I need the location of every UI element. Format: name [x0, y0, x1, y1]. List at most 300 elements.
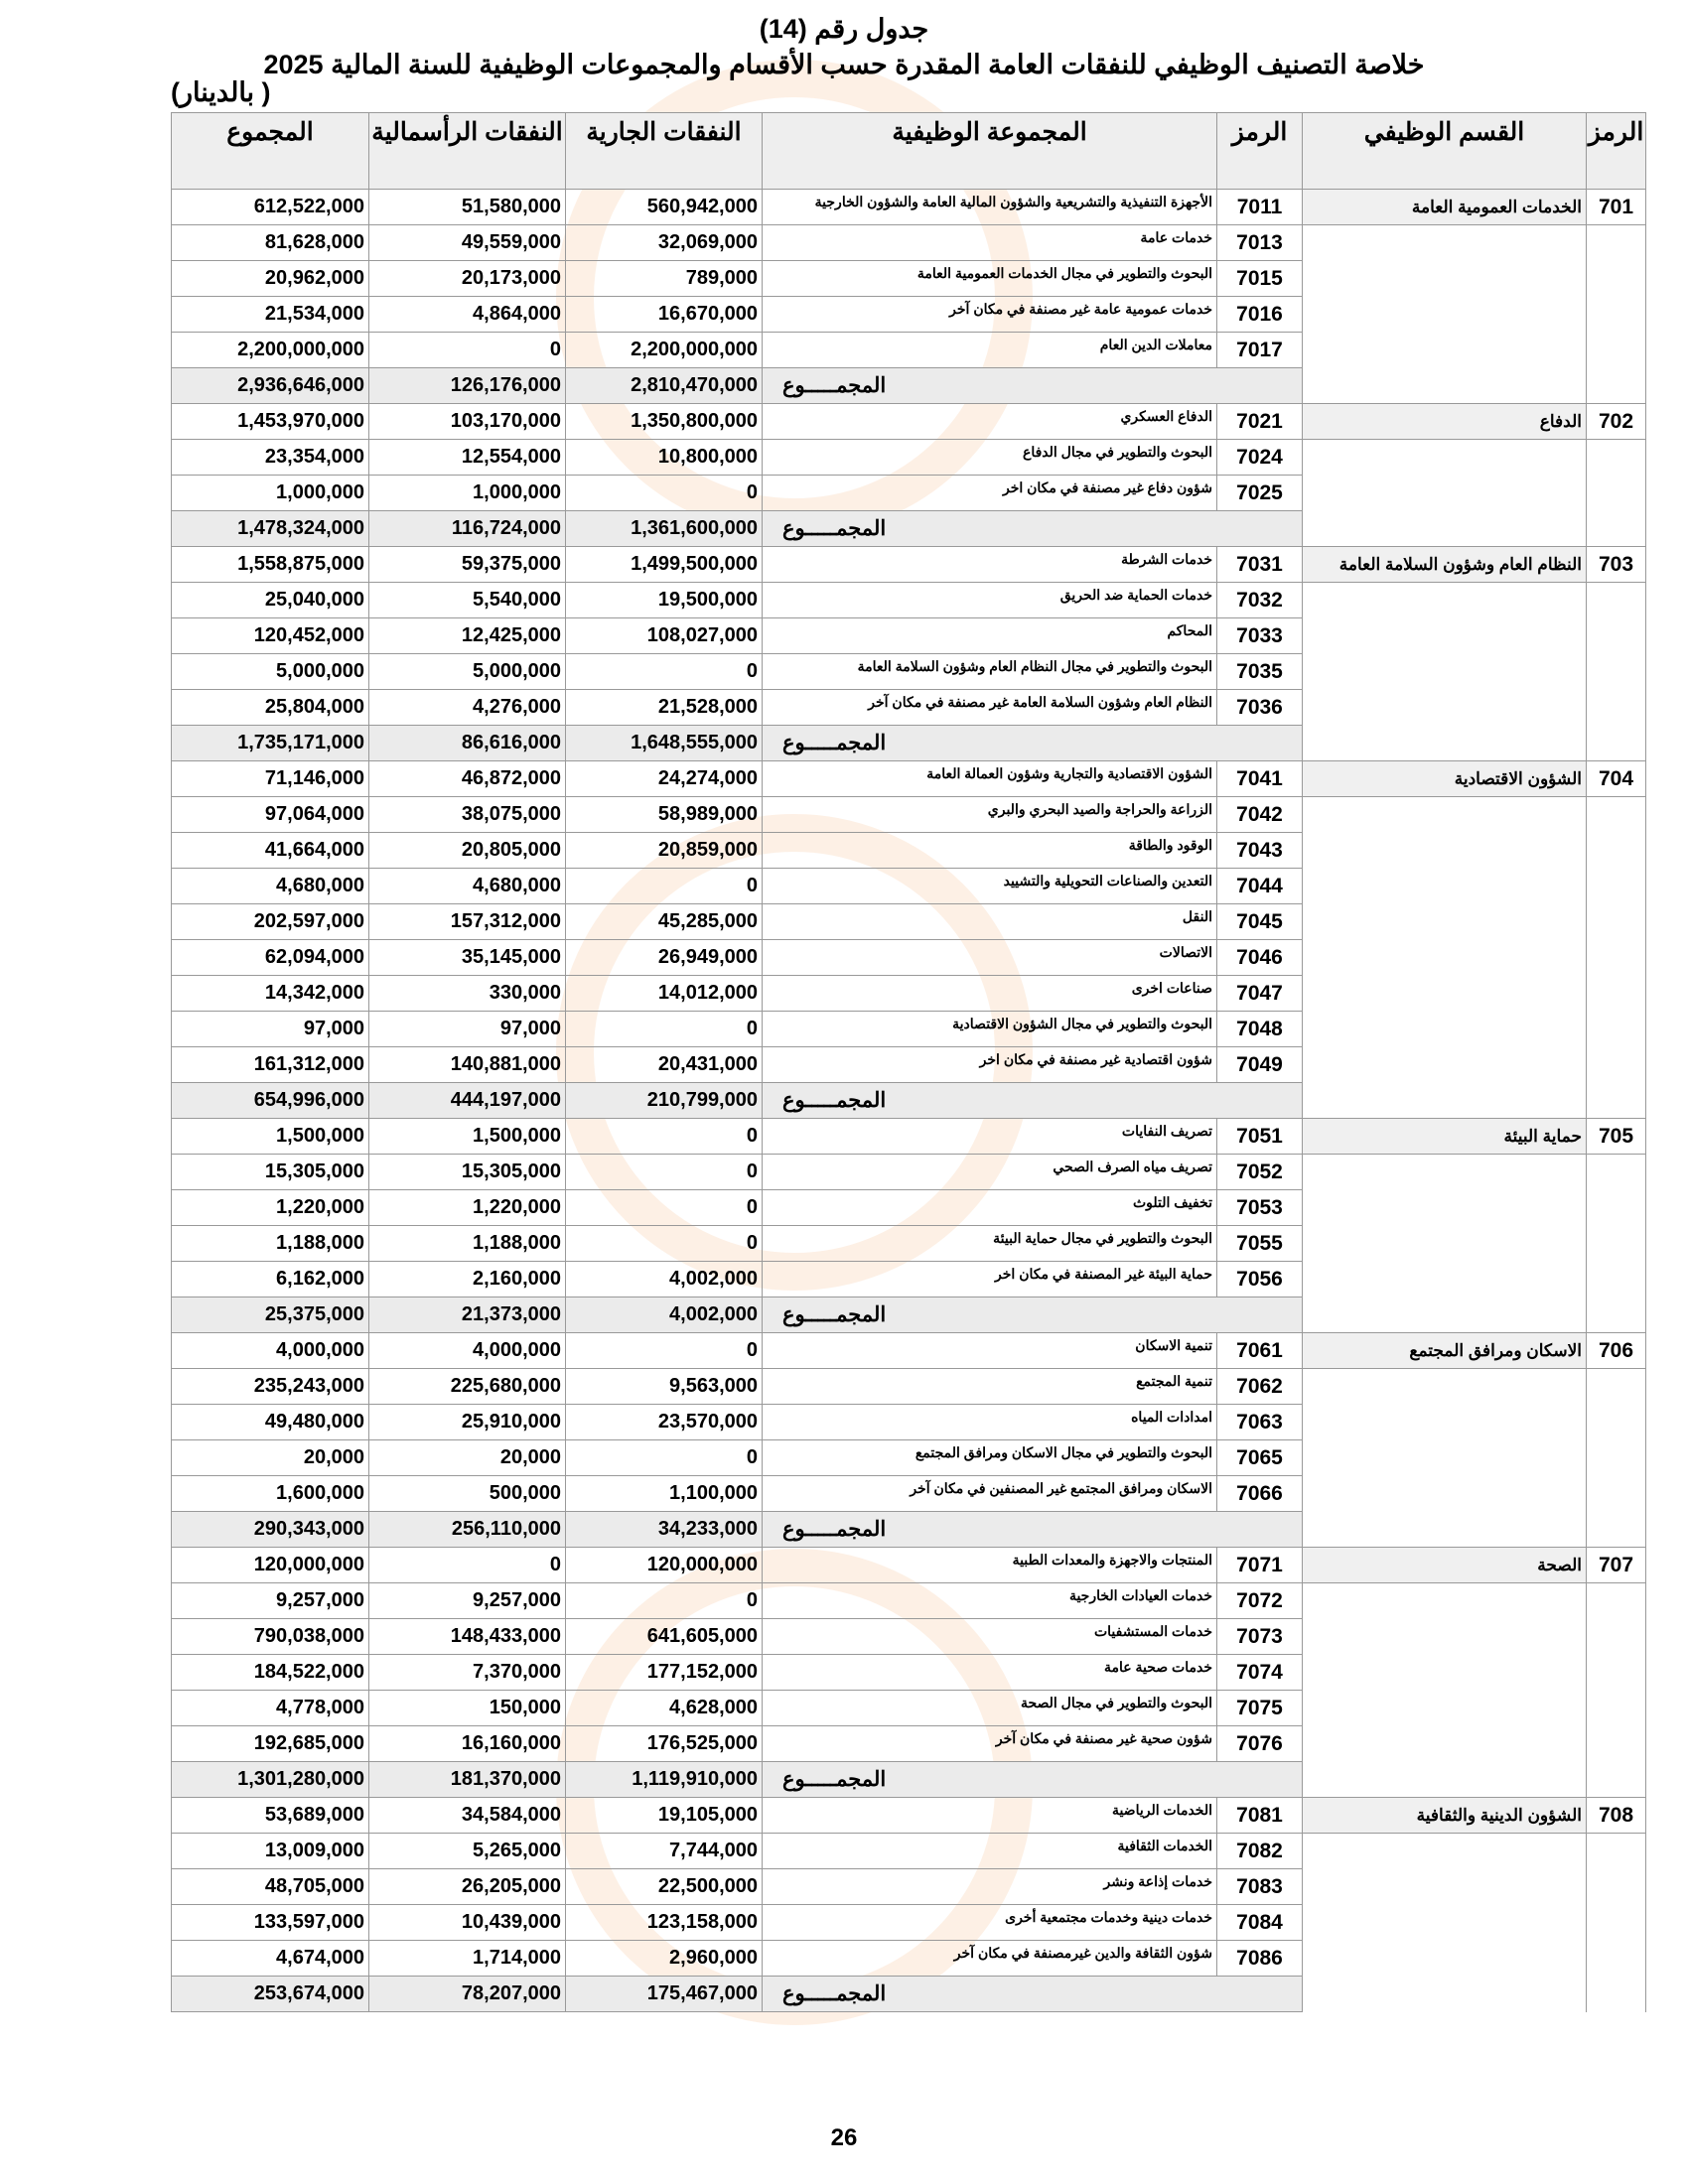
- total-expenditure: 1,000,000: [172, 476, 369, 511]
- current-expenditure: 16,670,000: [566, 297, 763, 333]
- current-expenditure: 120,000,000: [566, 1548, 763, 1583]
- group-name: الدفاع العسكري: [763, 404, 1217, 440]
- section-total-capital: 444,197,000: [369, 1083, 566, 1119]
- empty-cell: [1303, 869, 1587, 904]
- table-row: [172, 833, 1646, 869]
- current-expenditure: 1,350,800,000: [566, 404, 763, 440]
- group-code: 7016: [1217, 297, 1303, 333]
- total-expenditure: 1,500,000: [172, 1119, 369, 1155]
- group-code: 7031: [1217, 547, 1303, 583]
- group-code: 7074: [1217, 1655, 1303, 1691]
- table-row: [172, 1548, 1646, 1583]
- empty-cell: [1303, 654, 1587, 690]
- empty-cell: [1303, 440, 1587, 476]
- section-name: الشؤون الدينية والثقافية: [1303, 1798, 1587, 1834]
- total-label: المجمـــــوع: [763, 1762, 1303, 1798]
- table-row: [172, 1726, 1646, 1762]
- empty-cell: [1303, 511, 1587, 547]
- empty-cell: [1587, 1583, 1646, 1619]
- empty-cell: [1303, 1155, 1587, 1190]
- header-capital: النفقات الرأسمالية: [369, 113, 566, 190]
- empty-cell: [1587, 1655, 1646, 1691]
- empty-cell: [1587, 1512, 1646, 1548]
- header-group: المجموعة الوظيفية: [763, 113, 1217, 190]
- group-name: الخدمات الثقافية: [763, 1834, 1217, 1869]
- capital-expenditure: 150,000: [369, 1691, 566, 1726]
- capital-expenditure: 51,580,000: [369, 190, 566, 225]
- total-expenditure: 13,009,000: [172, 1834, 369, 1869]
- empty-cell: [1587, 1869, 1646, 1905]
- group-name: المحاكم: [763, 618, 1217, 654]
- capital-expenditure: 59,375,000: [369, 547, 566, 583]
- empty-cell: [1303, 1834, 1587, 1869]
- empty-cell: [1587, 1155, 1646, 1190]
- group-code: 7049: [1217, 1047, 1303, 1083]
- empty-cell: [1303, 833, 1587, 869]
- section-total-current: 1,119,910,000: [566, 1762, 763, 1798]
- empty-cell: [1303, 940, 1587, 976]
- empty-cell: [1587, 654, 1646, 690]
- section-code: 702: [1587, 404, 1646, 440]
- empty-cell: [1303, 1905, 1587, 1941]
- table-row: [172, 618, 1646, 654]
- group-code: 7045: [1217, 904, 1303, 940]
- total-expenditure: 1,600,000: [172, 1476, 369, 1512]
- section-total-current: 210,799,000: [566, 1083, 763, 1119]
- empty-cell: [1587, 1297, 1646, 1333]
- section-total-sum: 253,674,000: [172, 1977, 369, 2012]
- empty-cell: [1303, 476, 1587, 511]
- group-code: 7021: [1217, 404, 1303, 440]
- empty-cell: [1587, 1476, 1646, 1512]
- group-name: تنمية الاسكان: [763, 1333, 1217, 1369]
- section-total-capital: 256,110,000: [369, 1512, 566, 1548]
- table-row: [172, 1119, 1646, 1155]
- current-expenditure: 22,500,000: [566, 1869, 763, 1905]
- group-name: البحوث والتطوير في مجال النظام العام وشؤون السلامة العامة: [763, 654, 1217, 690]
- capital-expenditure: 1,500,000: [369, 1119, 566, 1155]
- current-expenditure: 0: [566, 1119, 763, 1155]
- table-row: [172, 190, 1646, 225]
- empty-cell: [1303, 1512, 1587, 1548]
- total-label: المجمـــــوع: [763, 368, 1303, 404]
- total-label: المجمـــــوع: [763, 726, 1303, 761]
- capital-expenditure: 10,439,000: [369, 1905, 566, 1941]
- total-expenditure: 49,480,000: [172, 1405, 369, 1440]
- table-row: [172, 1619, 1646, 1655]
- capital-expenditure: 500,000: [369, 1476, 566, 1512]
- capital-expenditure: 20,173,000: [369, 261, 566, 297]
- empty-cell: [1303, 1226, 1587, 1262]
- section-total-sum: 25,375,000: [172, 1297, 369, 1333]
- total-expenditure: 23,354,000: [172, 440, 369, 476]
- table-row: [172, 1798, 1646, 1834]
- group-code: 7047: [1217, 976, 1303, 1012]
- header-current: النفقات الجارية: [566, 113, 763, 190]
- section-code: 705: [1587, 1119, 1646, 1155]
- empty-cell: [1587, 476, 1646, 511]
- group-name: البحوث والتطوير في مجال حماية البيئة: [763, 1226, 1217, 1262]
- total-expenditure: 20,000: [172, 1440, 369, 1476]
- capital-expenditure: 330,000: [369, 976, 566, 1012]
- section-total-capital: 126,176,000: [369, 368, 566, 404]
- empty-cell: [1587, 1905, 1646, 1941]
- total-expenditure: 97,064,000: [172, 797, 369, 833]
- group-name: البحوث والتطوير في مجال الدفاع: [763, 440, 1217, 476]
- current-expenditure: 0: [566, 1333, 763, 1369]
- empty-cell: [1587, 690, 1646, 726]
- group-name: البحوث والتطوير في مجال الاسكان ومرافق المجتمع: [763, 1440, 1217, 1476]
- group-name: امدادات المياه: [763, 1405, 1217, 1440]
- group-code: 7035: [1217, 654, 1303, 690]
- total-expenditure: 97,000: [172, 1012, 369, 1047]
- current-expenditure: 14,012,000: [566, 976, 763, 1012]
- current-expenditure: 1,499,500,000: [566, 547, 763, 583]
- capital-expenditure: 4,680,000: [369, 869, 566, 904]
- current-expenditure: 0: [566, 1226, 763, 1262]
- total-expenditure: 184,522,000: [172, 1655, 369, 1691]
- section-total-current: 4,002,000: [566, 1297, 763, 1333]
- section-total-row: [172, 1297, 1646, 1333]
- section-total-capital: 21,373,000: [369, 1297, 566, 1333]
- current-expenditure: 789,000: [566, 261, 763, 297]
- group-name: خدمات عامة: [763, 225, 1217, 261]
- section-total-current: 175,467,000: [566, 1977, 763, 2012]
- group-code: 7051: [1217, 1119, 1303, 1155]
- total-expenditure: 15,305,000: [172, 1155, 369, 1190]
- empty-cell: [1587, 618, 1646, 654]
- total-label: المجمـــــوع: [763, 1512, 1303, 1548]
- section-code: 704: [1587, 761, 1646, 797]
- empty-cell: [1587, 1941, 1646, 1977]
- current-expenditure: 0: [566, 1012, 763, 1047]
- capital-expenditure: 16,160,000: [369, 1726, 566, 1762]
- section-name: الصحة: [1303, 1548, 1587, 1583]
- table-row: [172, 404, 1646, 440]
- total-expenditure: 612,522,000: [172, 190, 369, 225]
- group-code: 7071: [1217, 1548, 1303, 1583]
- capital-expenditure: 35,145,000: [369, 940, 566, 976]
- group-name: البحوث والتطوير في مجال الصحة: [763, 1691, 1217, 1726]
- current-expenditure: 10,800,000: [566, 440, 763, 476]
- current-expenditure: 20,859,000: [566, 833, 763, 869]
- capital-expenditure: 4,000,000: [369, 1333, 566, 1369]
- section-total-row: [172, 726, 1646, 761]
- empty-cell: [1303, 904, 1587, 940]
- group-code: 7041: [1217, 761, 1303, 797]
- capital-expenditure: 38,075,000: [369, 797, 566, 833]
- section-name: الدفاع: [1303, 404, 1587, 440]
- group-code: 7056: [1217, 1262, 1303, 1297]
- group-code: 7053: [1217, 1190, 1303, 1226]
- empty-cell: [1303, 1083, 1587, 1119]
- table-row: [172, 1333, 1646, 1369]
- empty-cell: [1303, 1977, 1587, 2012]
- total-expenditure: 120,000,000: [172, 1548, 369, 1583]
- total-expenditure: 161,312,000: [172, 1047, 369, 1083]
- group-code: 7076: [1217, 1726, 1303, 1762]
- current-expenditure: 20,431,000: [566, 1047, 763, 1083]
- total-label: المجمـــــوع: [763, 1083, 1303, 1119]
- table-row: [172, 476, 1646, 511]
- capital-expenditure: 12,425,000: [369, 618, 566, 654]
- total-expenditure: 4,000,000: [172, 1333, 369, 1369]
- table-row: [172, 1905, 1646, 1941]
- empty-cell: [1303, 1619, 1587, 1655]
- empty-cell: [1303, 1047, 1587, 1083]
- section-total-sum: 654,996,000: [172, 1083, 369, 1119]
- table-row: [172, 1226, 1646, 1262]
- group-code: 7082: [1217, 1834, 1303, 1869]
- group-code: 7036: [1217, 690, 1303, 726]
- empty-cell: [1303, 1190, 1587, 1226]
- total-expenditure: 4,680,000: [172, 869, 369, 904]
- table-row: [172, 297, 1646, 333]
- current-expenditure: 0: [566, 1583, 763, 1619]
- empty-cell: [1303, 1262, 1587, 1297]
- current-expenditure: 0: [566, 869, 763, 904]
- empty-cell: [1587, 1726, 1646, 1762]
- capital-expenditure: 5,540,000: [369, 583, 566, 618]
- group-code: 7072: [1217, 1583, 1303, 1619]
- table-row: [172, 1405, 1646, 1440]
- section-name: حماية البيئة: [1303, 1119, 1587, 1155]
- empty-cell: [1303, 1726, 1587, 1762]
- capital-expenditure: 1,188,000: [369, 1226, 566, 1262]
- capital-expenditure: 20,000: [369, 1440, 566, 1476]
- section-total-current: 2,810,470,000: [566, 368, 763, 404]
- total-expenditure: 6,162,000: [172, 1262, 369, 1297]
- section-name: النظام العام وشؤون السلامة العامة: [1303, 547, 1587, 583]
- current-expenditure: 7,744,000: [566, 1834, 763, 1869]
- total-expenditure: 62,094,000: [172, 940, 369, 976]
- section-total-sum: 2,936,646,000: [172, 368, 369, 404]
- current-expenditure: 1,100,000: [566, 1476, 763, 1512]
- total-expenditure: 71,146,000: [172, 761, 369, 797]
- group-name: خدمات عمومية عامة غير مصنفة في مكان آخر: [763, 297, 1217, 333]
- table-row: [172, 261, 1646, 297]
- empty-cell: [1303, 333, 1587, 368]
- current-expenditure: 45,285,000: [566, 904, 763, 940]
- group-name: خدمات المستشفيات: [763, 1619, 1217, 1655]
- table-row: [172, 333, 1646, 368]
- table-row: [172, 1834, 1646, 1869]
- empty-cell: [1587, 1834, 1646, 1869]
- table-row: [172, 1941, 1646, 1977]
- capital-expenditure: 25,910,000: [369, 1405, 566, 1440]
- total-expenditure: 133,597,000: [172, 1905, 369, 1941]
- total-expenditure: 4,778,000: [172, 1691, 369, 1726]
- total-label: المجمـــــوع: [763, 1297, 1303, 1333]
- group-code: 7061: [1217, 1333, 1303, 1369]
- total-expenditure: 790,038,000: [172, 1619, 369, 1655]
- empty-cell: [1303, 1440, 1587, 1476]
- capital-expenditure: 26,205,000: [369, 1869, 566, 1905]
- table-number: جدول رقم (14): [759, 14, 929, 44]
- capital-expenditure: 157,312,000: [369, 904, 566, 940]
- capital-expenditure: 1,000,000: [369, 476, 566, 511]
- capital-expenditure: 12,554,000: [369, 440, 566, 476]
- empty-cell: [1587, 1977, 1646, 2012]
- empty-cell: [1587, 368, 1646, 404]
- group-name: الشؤون الاقتصادية والتجارية وشؤون العمالة العامة: [763, 761, 1217, 797]
- group-code: 7017: [1217, 333, 1303, 368]
- table-row: [172, 976, 1646, 1012]
- empty-cell: [1303, 1869, 1587, 1905]
- empty-cell: [1587, 976, 1646, 1012]
- group-name: البحوث والتطوير في مجال الشؤون الاقتصادية: [763, 1012, 1217, 1047]
- group-name: خدمات الشرطة: [763, 547, 1217, 583]
- total-expenditure: 14,342,000: [172, 976, 369, 1012]
- group-code: 7015: [1217, 261, 1303, 297]
- empty-cell: [1587, 904, 1646, 940]
- current-expenditure: 9,563,000: [566, 1369, 763, 1405]
- table-row: [172, 761, 1646, 797]
- section-total-sum: 290,343,000: [172, 1512, 369, 1548]
- empty-cell: [1587, 1083, 1646, 1119]
- group-name: شؤون صحية غير مصنفة في مكان آخر: [763, 1726, 1217, 1762]
- total-expenditure: 9,257,000: [172, 1583, 369, 1619]
- empty-cell: [1587, 869, 1646, 904]
- total-expenditure: 202,597,000: [172, 904, 369, 940]
- group-code: 7063: [1217, 1405, 1303, 1440]
- group-name: خدمات دينية وخدمات مجتمعية أخرى: [763, 1905, 1217, 1941]
- total-expenditure: 1,453,970,000: [172, 404, 369, 440]
- total-expenditure: 192,685,000: [172, 1726, 369, 1762]
- group-name: المنتجات والاجهزة والمعدات الطبية: [763, 1548, 1217, 1583]
- section-name: الخدمات العمومية العامة: [1303, 190, 1587, 225]
- group-name: الخدمات الرياضية: [763, 1798, 1217, 1834]
- empty-cell: [1303, 261, 1587, 297]
- section-name: الاسكان ومرافق المجتمع: [1303, 1333, 1587, 1369]
- section-total-capital: 116,724,000: [369, 511, 566, 547]
- empty-cell: [1303, 618, 1587, 654]
- section-total-capital: 78,207,000: [369, 1977, 566, 2012]
- table-row: [172, 797, 1646, 833]
- capital-expenditure: 15,305,000: [369, 1155, 566, 1190]
- group-code: 7052: [1217, 1155, 1303, 1190]
- current-expenditure: 19,105,000: [566, 1798, 763, 1834]
- group-code: 7042: [1217, 797, 1303, 833]
- group-name: النظام العام وشؤون السلامة العامة غير مصنفة في مكان آخر: [763, 690, 1217, 726]
- empty-cell: [1303, 1476, 1587, 1512]
- table-row: [172, 904, 1646, 940]
- group-code: 7046: [1217, 940, 1303, 976]
- current-expenditure: 4,628,000: [566, 1691, 763, 1726]
- current-expenditure: 2,200,000,000: [566, 333, 763, 368]
- group-code: 7011: [1217, 190, 1303, 225]
- capital-expenditure: 103,170,000: [369, 404, 566, 440]
- empty-cell: [1587, 1619, 1646, 1655]
- group-code: 7086: [1217, 1941, 1303, 1977]
- group-code: 7081: [1217, 1798, 1303, 1834]
- group-name: التعدين والصناعات التحويلية والتشييد: [763, 869, 1217, 904]
- total-expenditure: 53,689,000: [172, 1798, 369, 1834]
- group-code: 7048: [1217, 1012, 1303, 1047]
- capital-expenditure: 34,584,000: [369, 1798, 566, 1834]
- current-expenditure: 177,152,000: [566, 1655, 763, 1691]
- current-expenditure: 0: [566, 1440, 763, 1476]
- empty-cell: [1587, 1440, 1646, 1476]
- empty-cell: [1587, 940, 1646, 976]
- capital-expenditure: 0: [369, 1548, 566, 1583]
- group-code: 7084: [1217, 1905, 1303, 1941]
- table-row: [172, 1869, 1646, 1905]
- group-name: معاملات الدين العام: [763, 333, 1217, 368]
- empty-cell: [1303, 726, 1587, 761]
- group-name: خدمات الحماية ضد الحريق: [763, 583, 1217, 618]
- empty-cell: [1587, 225, 1646, 261]
- table-header: [172, 113, 1646, 190]
- group-code: 7073: [1217, 1619, 1303, 1655]
- section-total-row: [172, 1512, 1646, 1548]
- capital-expenditure: 46,872,000: [369, 761, 566, 797]
- table-row: [172, 1476, 1646, 1512]
- current-expenditure: 4,002,000: [566, 1262, 763, 1297]
- current-expenditure: 641,605,000: [566, 1619, 763, 1655]
- group-name: خدمات العيادات الخارجية: [763, 1583, 1217, 1619]
- empty-cell: [1303, 1583, 1587, 1619]
- capital-expenditure: 140,881,000: [369, 1047, 566, 1083]
- section-total-current: 1,361,600,000: [566, 511, 763, 547]
- empty-cell: [1303, 1369, 1587, 1405]
- group-name: شؤون اقتصادية غير مصنفة في مكان اخر: [763, 1047, 1217, 1083]
- total-expenditure: 1,558,875,000: [172, 547, 369, 583]
- total-expenditure: 5,000,000: [172, 654, 369, 690]
- empty-cell: [1587, 1012, 1646, 1047]
- empty-cell: [1303, 976, 1587, 1012]
- current-expenditure: 108,027,000: [566, 618, 763, 654]
- group-name: الزراعة والحراجة والصيد البحري والبري: [763, 797, 1217, 833]
- total-expenditure: 1,188,000: [172, 1226, 369, 1262]
- current-expenditure: 58,989,000: [566, 797, 763, 833]
- empty-cell: [1587, 583, 1646, 618]
- capital-expenditure: 5,265,000: [369, 1834, 566, 1869]
- table-row: [172, 440, 1646, 476]
- empty-cell: [1587, 1047, 1646, 1083]
- group-name: خدمات صحية عامة: [763, 1655, 1217, 1691]
- group-name: الاتصالات: [763, 940, 1217, 976]
- capital-expenditure: 7,370,000: [369, 1655, 566, 1691]
- section-total-row: [172, 1083, 1646, 1119]
- section-name: الشؤون الاقتصادية: [1303, 761, 1587, 797]
- group-name: تصريف مياه الصرف الصحي: [763, 1155, 1217, 1190]
- total-expenditure: 48,705,000: [172, 1869, 369, 1905]
- currency-unit: ( بالدينار): [171, 77, 271, 107]
- total-expenditure: 81,628,000: [172, 225, 369, 261]
- current-expenditure: 123,158,000: [566, 1905, 763, 1941]
- group-code: 7033: [1217, 618, 1303, 654]
- section-code: 701: [1587, 190, 1646, 225]
- group-code: 7065: [1217, 1440, 1303, 1476]
- empty-cell: [1303, 1691, 1587, 1726]
- current-expenditure: 0: [566, 1190, 763, 1226]
- empty-cell: [1303, 1012, 1587, 1047]
- section-total-row: [172, 368, 1646, 404]
- current-expenditure: 21,528,000: [566, 690, 763, 726]
- section-code: 706: [1587, 1333, 1646, 1369]
- current-expenditure: 24,274,000: [566, 761, 763, 797]
- group-code: 7066: [1217, 1476, 1303, 1512]
- group-code: 7043: [1217, 833, 1303, 869]
- empty-cell: [1303, 1405, 1587, 1440]
- section-total-sum: 1,301,280,000: [172, 1762, 369, 1798]
- section-total-current: 34,233,000: [566, 1512, 763, 1548]
- current-expenditure: 32,069,000: [566, 225, 763, 261]
- group-name: خدمات إذاعة ونشر: [763, 1869, 1217, 1905]
- table-row: [172, 225, 1646, 261]
- capital-expenditure: 49,559,000: [369, 225, 566, 261]
